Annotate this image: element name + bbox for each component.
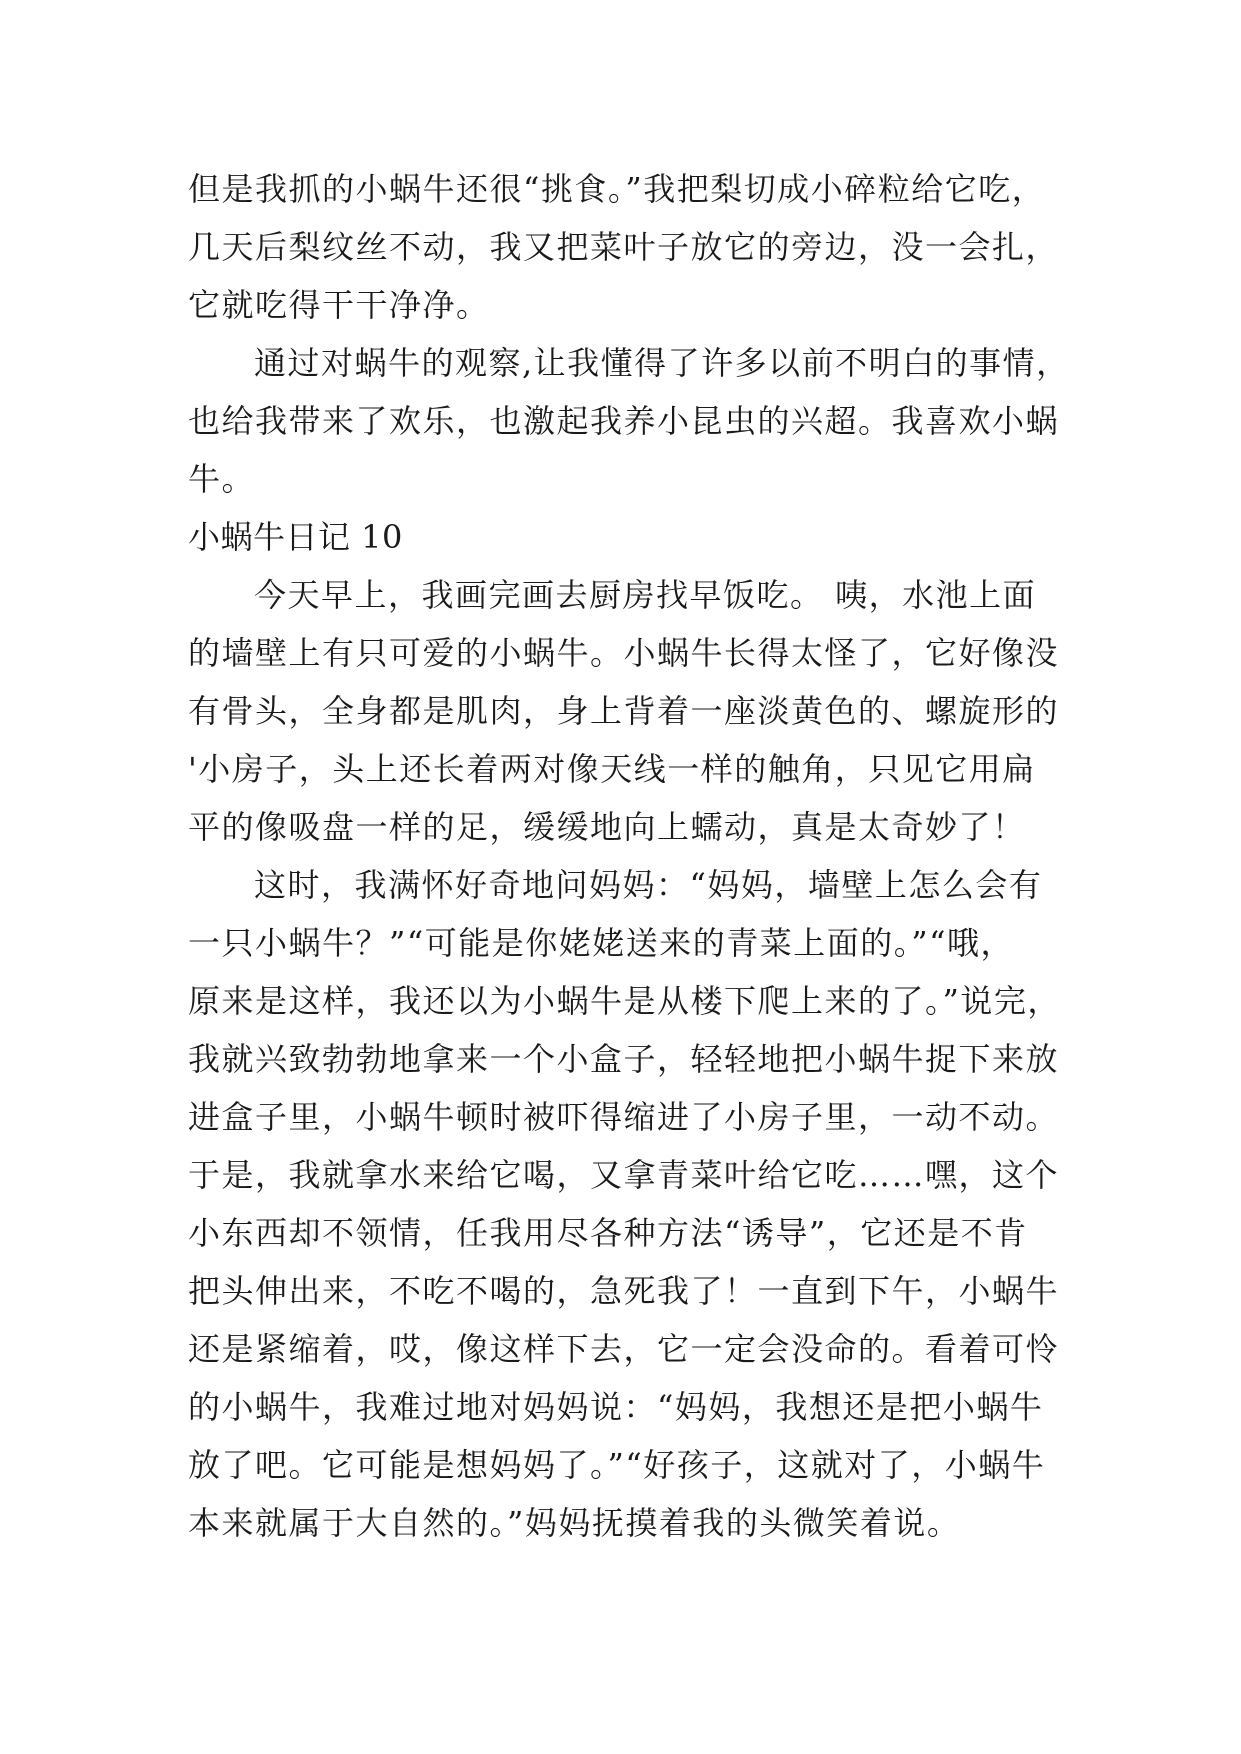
document-page [188, 160, 1088, 1552]
paragraph-line: 它就吃得干干净净。 [188, 286, 490, 324]
paragraph-1 [188, 160, 1088, 334]
paragraph-2 [188, 334, 1088, 508]
paragraph-line: '小房子，头上还长着两对像天线一样的触角，只见它用扁 [188, 750, 1036, 788]
paragraph-line: 小东西却不领情，任我用尽各种方法“诱导”，它还是不肯 [188, 1214, 1028, 1252]
paragraph-line: 原来是这样，我还以为小蜗牛是从楼下爬上来的了。”说完， [188, 982, 1061, 1020]
paragraph-line: 我就兴致勃勃地拿来一个小盒子，轻轻地把小蜗牛捉下来放 [188, 1040, 1060, 1078]
paragraph-line: 有骨头，全身都是肌肉，身上背着一座淡黄色的、螺旋形的 [188, 692, 1060, 730]
paragraph-line: 于是，我就拿水来给它喝，又拿青菜叶给它吃……嘿，这个 [188, 1156, 1060, 1194]
paragraph-3 [188, 566, 1088, 856]
paragraph-4 [188, 856, 1088, 1552]
paragraph-line: 进盒子里，小蜗牛顿时被吓得缩进了小房子里，一动不动。 [188, 1098, 1060, 1136]
section-heading: 小蜗牛日记 10 [188, 518, 403, 556]
paragraph-line: 还是紧缩着，哎，像这样下去，它一定会没命的。看着可怜 [188, 1330, 1060, 1368]
paragraph-line: 本来就属于大自然的。”妈妈抚摸着我的头微笑着说。 [188, 1504, 961, 1542]
paragraph-line: 平的像吸盘一样的足，缓缓地向上蠕动，真是太奇妙了！ [188, 808, 1026, 846]
paragraph-line: 今天早上，我画完画去厨房找早饭吃。 咦，水池上面 [254, 576, 1037, 614]
paragraph-line: 的墙壁上有只可爱的小蜗牛。小蜗牛长得太怪了，它好像没 [188, 634, 1060, 672]
paragraph-line: 也给我带来了欢乐，也激起我养小昆虫的兴超。我喜欢小蜗 [188, 402, 1060, 440]
paragraph-line: 牛。 [188, 460, 256, 498]
paragraph-line: 通过对蜗牛的观察,让我懂得了许多以前不明白的事情， [254, 344, 1070, 382]
paragraph-line: 把头伸出来，不吃不喝的，急死我了！一直到下午，小蜗牛 [188, 1272, 1060, 1310]
paragraph-line: 这时，我满怀好奇地问妈妈：“妈妈，墙壁上怎么会有 [254, 866, 1043, 904]
paragraph-line: 几天后梨纹丝不动，我又把菜叶子放它的旁边，没一会扎， [188, 228, 1060, 266]
paragraph-line: 放了吧。它可能是想妈妈了。”“好孩子，这就对了，小蜗牛 [188, 1446, 1046, 1484]
paragraph-line: 的小蜗牛，我难过地对妈妈说：“妈妈，我想还是把小蜗牛 [188, 1388, 1044, 1426]
paragraph-line: 但是我抓的小蜗牛还很“挑食。”我把梨切成小碎粒给它吃， [188, 170, 1046, 208]
paragraph-line: 一只小蜗牛？”“可能是你姥姥送来的青菜上面的。”“哦， [188, 924, 1014, 962]
